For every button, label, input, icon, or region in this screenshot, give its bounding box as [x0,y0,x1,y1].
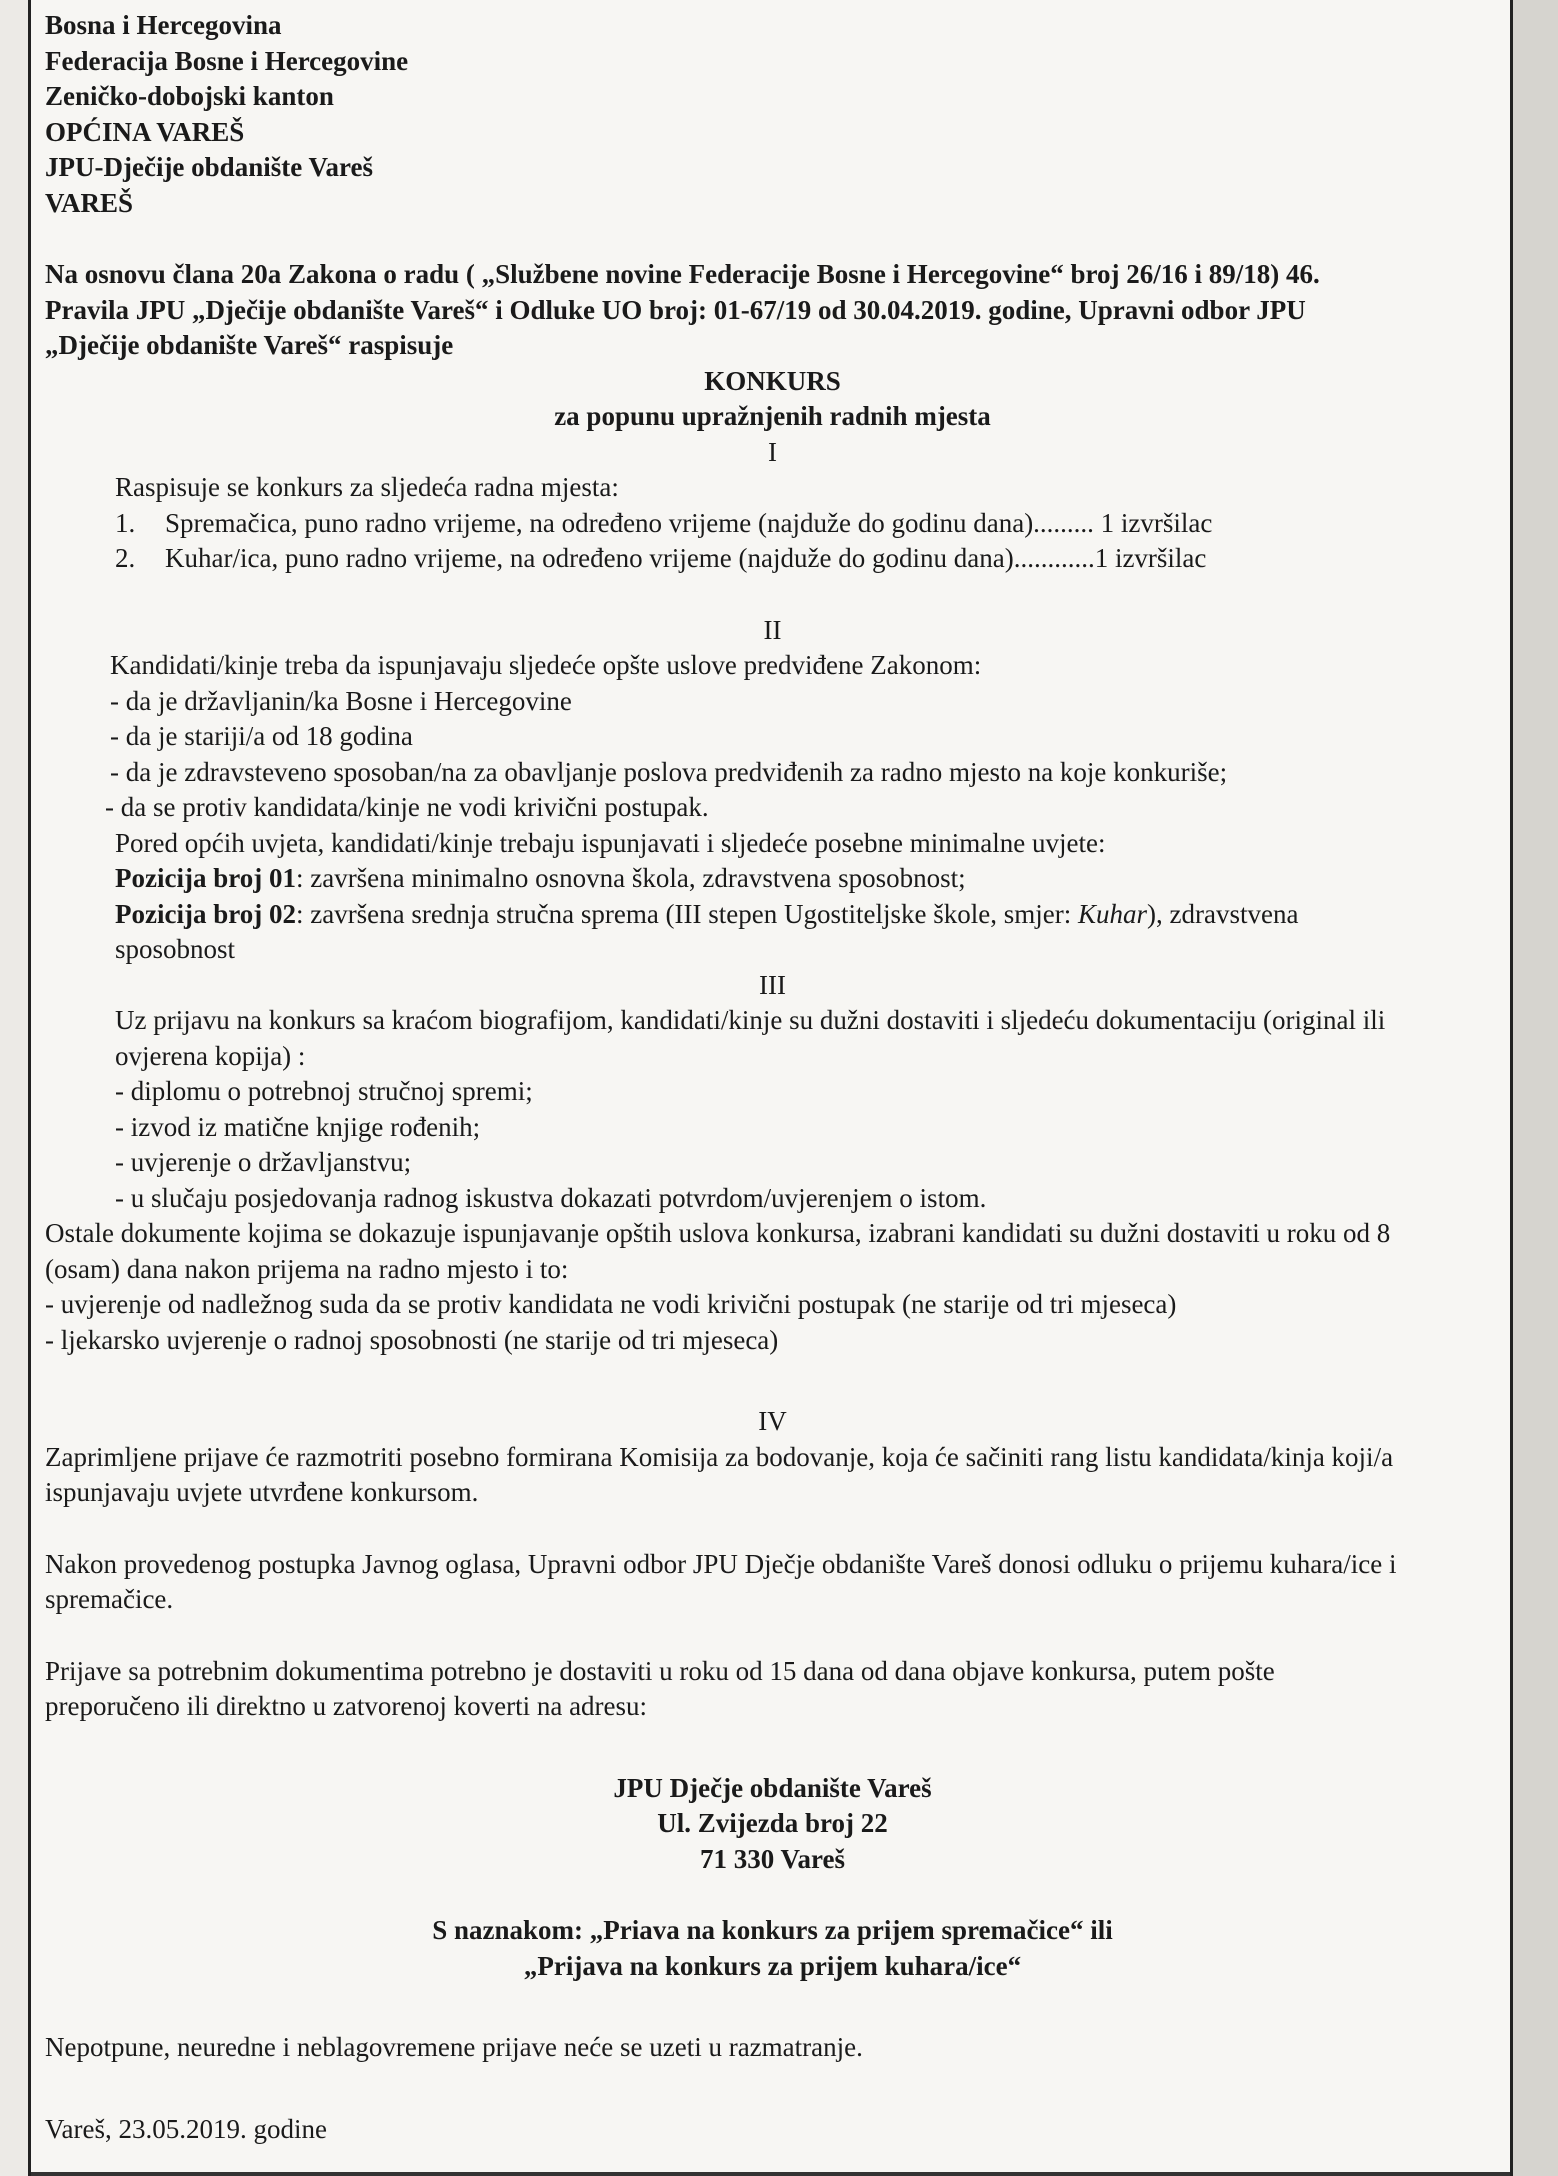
position-requirement-italic: Kuhar [1077,898,1147,929]
required-document: - izvod iz matične knjige rođenih; [115,1111,481,1142]
position-requirement-text: : završena srednja stručna sprema (III stepen Ugostiteljske škole, smjer: [295,898,1078,929]
special-conditions-intro: Pored općih uvjeta, kandidati/kinje trebaju ispunjavati i sljedeće posebne minimalne uvjete: [115,827,1106,858]
section-ii-intro: Kandidati/kinje treba da ispunjavaju sljedeće opšte uslove predviđene Zakonom: [110,650,982,680]
position-number: 2. [115,543,136,573]
position-text: Spremačica, puno radno vrijeme, na određeno vrijeme (najduže do godinu dana)......... 1 izvršilac [165,507,1213,538]
position-requirement-text: ), zdravstvena [1147,898,1299,929]
other-documents-text: (osam) dana nakon prijema na radno mjesto i to: [45,1253,569,1284]
other-documents-text: Ostale dokumente kojima se dokazuje ispunjavanje opštih uslova konkursa, izabrani kandidati su dužni dostaviti u roku od 8 [45,1218,1391,1248]
other-document: - uvjerenje od nadležnog suda da se protiv kandidata ne vodi krivični postupak (ne starije od tri mjeseca) [45,1289,1177,1319]
header-city: VAREŠ [45,187,134,218]
section-iv-text: preporučeno ili direktno u zatvorenoj koverti na adresu: [45,1691,648,1721]
section-iii-text: Uz prijavu na konkurs sa kraćom biografijom, kandidati/kinje su dužni dostaviti i sljedeću dokumentaciju (original ili [115,1005,1386,1035]
bottom-border [31,2172,1510,2176]
position-label: Pozicija broj 01 [115,863,296,893]
document-page [28,0,1513,2176]
position-requirement-text: : završena minimalno osnovna škola, zdravstvena sposobnost; [295,863,966,893]
header-country: Bosna i Hercegovina [45,10,282,40]
position-01-requirement [45,861,1500,897]
general-condition: - da je stariji/a od 18 godina [110,721,413,751]
position-text: Kuhar/ica, puno radno vrijeme, na određeno vrijeme (najduže do godinu dana)............1 izvršilac [165,543,1207,573]
preamble [45,257,1500,364]
position-list-item [45,541,1500,577]
issue-date: Vareš, 23.05.2019. godine [45,2113,327,2144]
mailing-address [45,1771,1500,1878]
address-line: JPU Dječje obdanište Vareš [613,1772,932,1803]
general-condition: - da se protiv kandidata/kinje ne vodi krivični postupak. [105,792,709,822]
header-municipality: OPĆINA VAREŠ [45,116,245,147]
position-02-requirement [45,897,1500,933]
required-document: - uvjerenje o državljanstvu; [115,1147,412,1177]
position-number: 1. [115,507,136,538]
section-number-ii: II [763,614,782,645]
required-document: - diplomu o potrebnoj stručnoj spremi; [115,1076,533,1106]
section-number-iv: IV [758,1406,787,1436]
position-02-requirement-cont: sposobnost [115,934,236,964]
section-i-intro: Raspisuje se konkurs za sljedeća radna mjesta: [115,472,619,502]
section-iv-text: spremačice. [45,1584,174,1614]
issuer-header [45,8,1500,221]
document-subtitle: za popunu upražnjenih radnih mjesta [554,401,991,431]
section-iv-text: ispunjavaju uvjete utvrđene konkursom. [45,1477,479,1507]
header-canton: Zeničko-dobojski kanton [45,81,334,111]
address-line: Ul. Zvijezda broj 22 [657,1808,888,1838]
required-document: - u slučaju posjedovanja radnog iskustva dokazati potvrdom/uvjerenjem o istom. [115,1182,987,1213]
section-iv-text: Zaprimljene prijave će razmotriti posebno formirana Komisija za bodovanje, koja će sačiniti rang listu kandidata/kinja koji/a [45,1441,1394,1472]
closing-statement: Nepotpune, neuredne i neblagovremene prijave neće se uzeti u razmatranje. [45,2032,863,2062]
section-iv-text: Nakon provedenog postupka Javnog oglasa, Upravni odbor JPU Dječje obdanište Vareš donosi odluku o prijemu kuhara/ice i [45,1548,1397,1579]
envelope-note: S naznakom: „Priava na konkurs za prijem spremačice“ ili [432,1915,1113,1945]
header-institution: JPU-Dječije obdanište Vareš [45,152,373,182]
general-condition: - da je državljanin/ka Bosne i Hercegovine [110,685,572,716]
preamble-line: Pravila JPU „Dječije obdanište Vareš“ i Odluke UO broj: 01-67/19 od 30.04.2019. godine, Upravni odbor JPU [45,294,1306,325]
preamble-line: Na osnovu člana 20a Zakona o radu ( „Službene novine Federacije Bosne i Hercegovine“ broj 26/16 i 89/18) 46. [45,259,1320,289]
header-federation: Federacija Bosne i Hercegovine [45,45,409,76]
section-number-i: I [768,436,777,467]
address-line: 71 330 Vareš [699,1843,846,1874]
position-list-item [45,506,1500,542]
document-title: KONKURS [704,365,841,396]
section-number-iii: III [759,969,786,1000]
section-iii-text: ovjerena kopija) : [115,1040,306,1071]
section-iv-text: Prijave sa potrebnim dokumentima potrebno je dostaviti u roku od 15 dana od dana objave konkursa, putem pošte [45,1655,1275,1686]
position-label: Pozicija broj 02 [115,898,296,929]
envelope-note: „Prijava na konkurs za prijem kuhara/ice“ [523,1950,1022,1981]
other-document: - ljekarsko uvjerenje o radnoj sposobnosti (ne starije od tri mjeseca) [45,1324,779,1355]
preamble-line: „Dječije obdanište Vareš“ raspisuje [45,330,454,360]
general-condition: - da je zdravsteveno sposoban/na za obavljanje poslova predviđenih za radno mjesto na koje konkuriše; [110,756,1228,787]
document-content [45,8,1500,2147]
